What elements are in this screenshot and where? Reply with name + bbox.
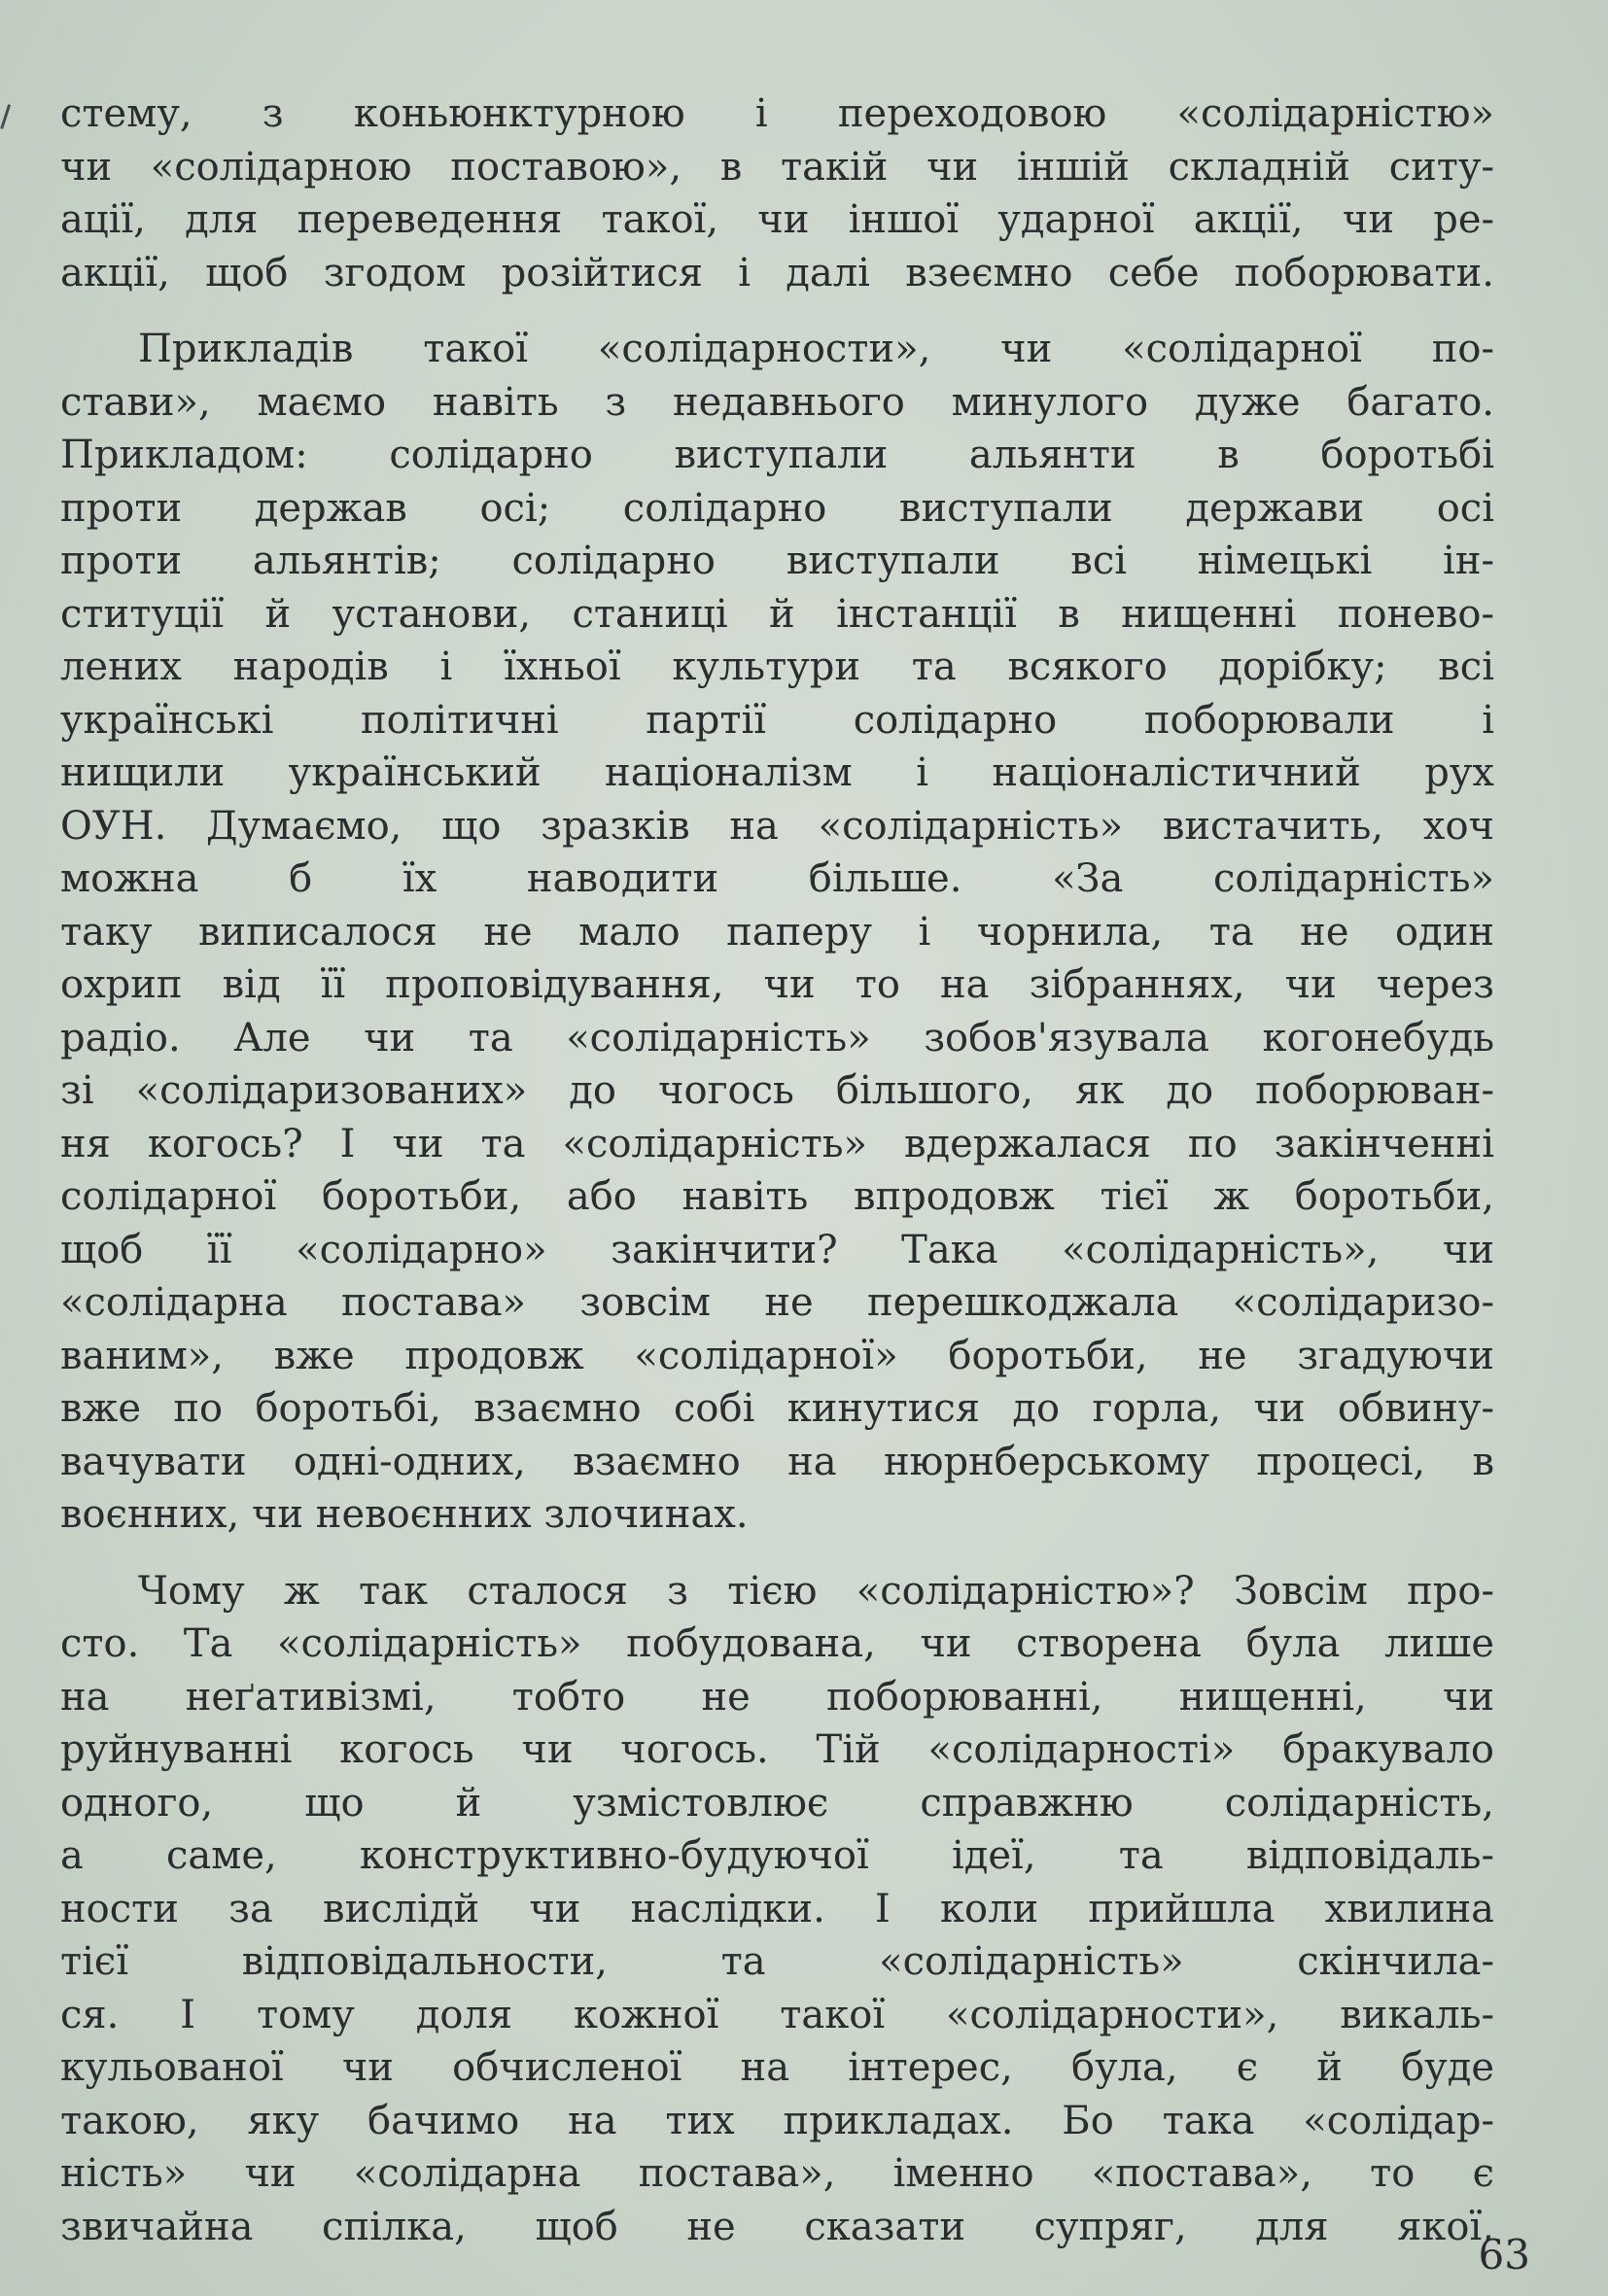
text-line: вачувати одні-одних, взаємно на нюрнберському процесі, в: [60, 1439, 1494, 1484]
text-line: на неґативізмі, тобто не поборюванні, нищенні, чи: [60, 1674, 1494, 1720]
text-line: сто. Та «солідарність» побудована, чи створена була лише: [60, 1621, 1494, 1666]
text-line: такою, яку бачимо на тих прикладах. Бо така «солідар-: [60, 2098, 1494, 2143]
text-line: стему, з коньюнктурною і переходовою «солідарністю»: [60, 91, 1494, 136]
text-line: можна б їх наводити більше. «За солідарність»: [60, 856, 1494, 901]
paragraph-1: [60, 87, 1494, 299]
text-line: тієї відповідальности, та «солідарність» скінчила-: [60, 1939, 1494, 1984]
text-line: нищили український націоналізм і націоналістичний рух: [60, 750, 1494, 795]
text-line: солідарної боротьби, або навіть впродовж тієї ж боротьби,: [60, 1174, 1494, 1219]
text-line: ації, для переведення такої, чи іншої ударної акції, чи ре-: [60, 197, 1494, 242]
page-number: 63: [1478, 2231, 1530, 2279]
text-line: таку виписалося не мало паперу і чорнила, та не один: [60, 909, 1494, 955]
text-line: ність» чи «солідарна постава», іменно «постава», то є: [60, 2151, 1494, 2196]
text-line: а саме, конструктивно-будуючої ідеї, та відповідаль-: [60, 1833, 1494, 1878]
text-line: «солідарна постава» зовсім не перешкоджала «солідаризо-: [60, 1280, 1494, 1325]
paragraph-3: [60, 1565, 1494, 2254]
text-line: зі «солідаризованих» до чогось більшого, як до поборюван-: [60, 1068, 1494, 1113]
text-line: чи «солідарною поставою», в такій чи іншій складній ситу-: [60, 144, 1494, 190]
text-line: ваним», вже продовж «солідарної» боротьби, не згадуючи: [60, 1333, 1494, 1378]
text-line: воєнних, чи невоєнних злочинах.: [60, 1492, 749, 1537]
text-line: Прикладом: солідарно виступали альянти в боротьбі: [60, 433, 1494, 477]
text-line: охрип від її проповідування, чи то на зібраннях, чи через: [60, 962, 1494, 1007]
text-line: проти альянтів; солідарно виступали всі німецькі ін-: [60, 539, 1494, 583]
paragraph-2: [60, 323, 1494, 1542]
text-line: ся. І тому доля кожної такої «солідарности», викаль-: [60, 1992, 1494, 2037]
text-line: стави», маємо навіть з недавнього минулого дуже багато.: [60, 379, 1494, 425]
margin-mark: [0, 104, 17, 131]
text-line: вже по боротьбі, взаємно собі кинутися до горла, чи обвину-: [60, 1386, 1494, 1431]
text-line: кульованої чи обчисленої на інтерес, була, є й буде: [60, 2045, 1494, 2090]
text-line: щоб її «солідарно» закінчити? Така «солідарність», чи: [60, 1227, 1494, 1272]
text-line: лених народів і їхньої культури та всякого дорібку; всі: [60, 644, 1494, 689]
text-line: українські політичні партії солідарно поборювали і: [60, 697, 1494, 743]
text-line: руйнуванні когось чи чогось. Тій «солідарності» бракувало: [60, 1727, 1494, 1772]
text-line: Чому ж так сталося з тією «солідарністю»? Зовсім про-: [138, 1568, 1494, 1614]
text-line: радіо. Але чи та «солідарність» зобов'язувала когонебудь: [60, 1015, 1494, 1061]
text-line: ности за вислідй чи наслідки. І коли прийшла хвилина: [60, 1886, 1494, 1931]
text-line: акції, щоб згодом розійтися і далі взеємно себе поборювати.: [60, 250, 1494, 296]
text-line: ня когось? І чи та «солідарність» вдержалася по закінченні: [60, 1121, 1494, 1166]
text-line: ОУН. Думаємо, що зразків на «солідарність» вистачить, хоч: [60, 803, 1494, 849]
text-line: звичайна спілка, щоб не сказати супряг, для якої,: [60, 2204, 1494, 2249]
text-line: проти держав осі; солідарно виступали держави осі: [60, 485, 1494, 531]
body-text: [60, 87, 1494, 2253]
text-line: ституції й установи, станиці й інстанції в нищенні понево-: [60, 591, 1494, 637]
text-line: одного, що й узмістовлює справжню солідарність,: [60, 1780, 1494, 1826]
text-line: Прикладів такої «солідарности», чи «солідарної по-: [138, 327, 1494, 371]
